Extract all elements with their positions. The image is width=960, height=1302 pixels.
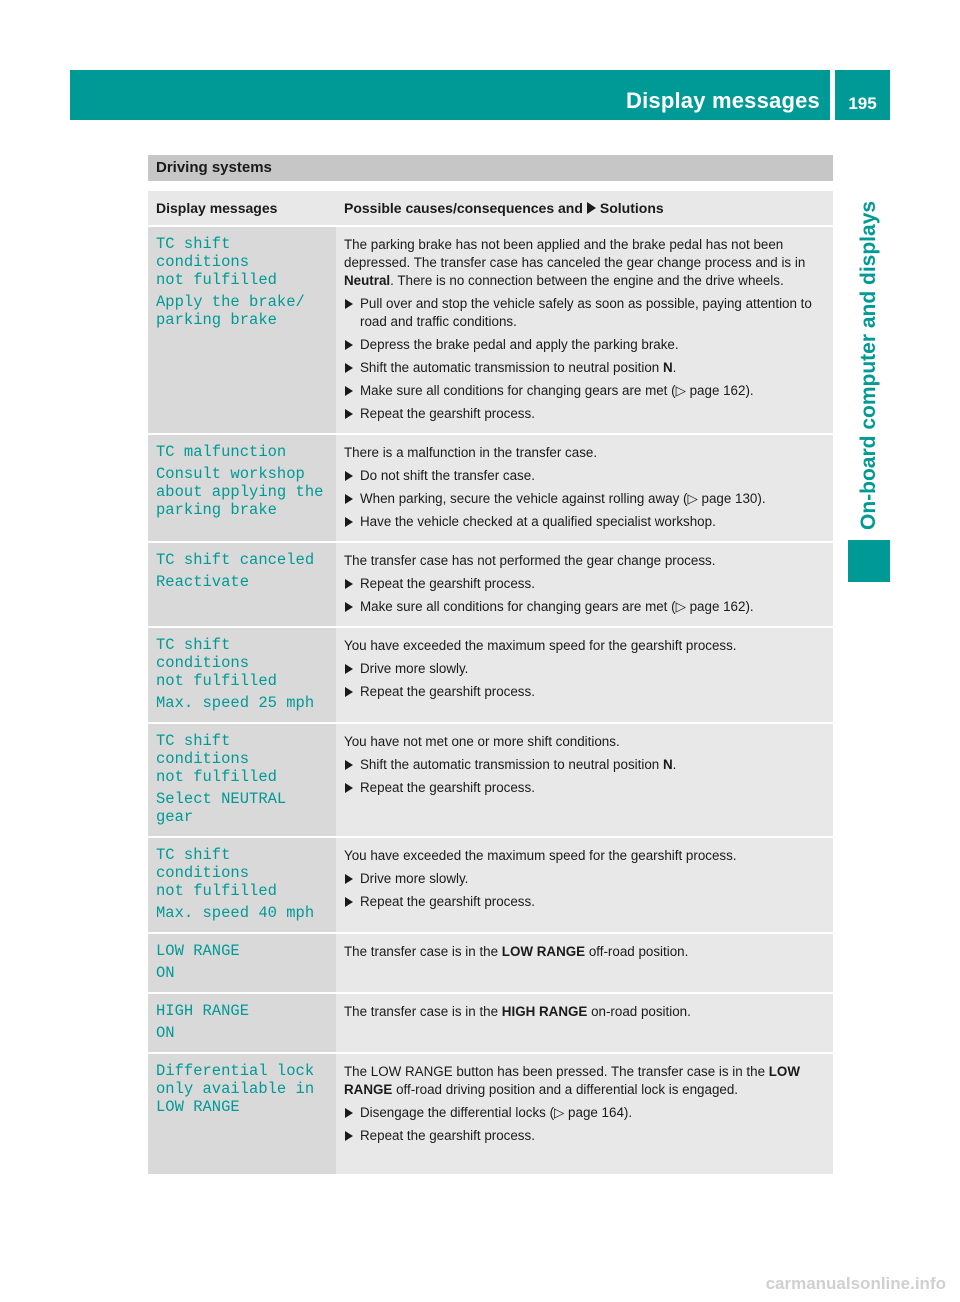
solution-cell xyxy=(336,934,833,992)
emphasis-text: HIGH RANGE xyxy=(501,1004,588,1019)
display-message-text: TC shift conditions not fulfilled xyxy=(156,235,277,289)
solution-step xyxy=(344,382,827,400)
cause-description xyxy=(344,1063,827,1099)
display-message-text: Consult workshop about applying the parking brake xyxy=(156,465,324,519)
solution-step xyxy=(344,295,827,331)
step-text: Shift the automatic transmission to neutral position N. xyxy=(360,360,677,375)
table-body xyxy=(148,227,833,1176)
description-text: The transfer case has not performed the gear change process. xyxy=(344,553,716,568)
message-cell xyxy=(148,628,336,722)
display-message-text: HIGH RANGE xyxy=(156,1002,250,1020)
section-title: Driving systems xyxy=(148,155,833,181)
table-row xyxy=(148,543,833,628)
description-text: The parking brake has not been applied and the brake pedal has not been depressed. The transfer case has canceled the gear change process and is in xyxy=(344,237,806,270)
display-message-text: TC shift conditions not fulfilled xyxy=(156,732,277,786)
solution-step xyxy=(344,467,827,485)
solution-step xyxy=(344,575,827,593)
step-text: Drive more slowly. xyxy=(360,871,469,886)
solution-step xyxy=(344,336,827,354)
step-text: Depress the brake pedal and apply the parking brake. xyxy=(360,337,679,352)
description-text: The LOW RANGE button has been pressed. The transfer case is in the xyxy=(344,1064,769,1079)
step-arrow-icon xyxy=(345,494,353,504)
watermark: carmanualsonline.info xyxy=(765,1274,946,1293)
display-message-text: Max. speed 40 mph xyxy=(156,904,315,922)
side-tab-marker xyxy=(848,540,890,582)
step-text: Repeat the gearshift process. xyxy=(360,780,535,795)
step-text: When parking, secure the vehicle against rolling away (▷ page 130). xyxy=(360,491,766,506)
step-text: Repeat the gearshift process. xyxy=(360,684,535,699)
display-message-text: Reactivate xyxy=(156,573,250,591)
solution-step xyxy=(344,893,827,911)
table-row xyxy=(148,435,833,543)
step-arrow-icon xyxy=(345,687,353,697)
solution-step xyxy=(344,683,827,701)
display-message-text: TC shift conditions not fulfilled xyxy=(156,846,277,900)
step-arrow-icon xyxy=(345,517,353,527)
step-arrow-icon xyxy=(345,783,353,793)
solution-cell xyxy=(336,435,833,541)
message-cell xyxy=(148,838,336,932)
solution-step xyxy=(344,1127,827,1145)
cause-description xyxy=(344,637,827,655)
description-text: The transfer case is in the xyxy=(344,1004,502,1019)
step-text: Repeat the gearshift process. xyxy=(360,894,535,909)
table-header xyxy=(148,191,833,227)
description-text: . There is no connection between the engine and the drive wheels. xyxy=(390,273,784,288)
message-cell xyxy=(148,724,336,836)
solution-step xyxy=(344,660,827,678)
display-message-text: TC malfunction xyxy=(156,443,287,461)
emphasis-text: Neutral xyxy=(344,273,391,288)
step-arrow-icon xyxy=(345,602,353,612)
step-text: Shift the automatic transmission to neutral position N. xyxy=(360,757,677,772)
table-row xyxy=(148,994,833,1054)
table-row xyxy=(148,1054,833,1176)
solution-step xyxy=(344,359,827,377)
step-arrow-icon xyxy=(345,874,353,884)
display-message-text: ON xyxy=(156,964,175,982)
step-arrow-icon xyxy=(345,1108,353,1118)
col-header-causes xyxy=(336,191,833,225)
solution-step xyxy=(344,756,827,774)
solution-step xyxy=(344,1104,827,1122)
step-arrow-icon xyxy=(345,1131,353,1141)
description-text: The transfer case is in the xyxy=(344,944,502,959)
description-text: You have not met one or more shift conditions. xyxy=(344,734,620,749)
cause-description xyxy=(344,236,827,290)
step-arrow-icon xyxy=(345,579,353,589)
step-arrow-icon xyxy=(345,897,353,907)
col-header-messages: Display messages xyxy=(156,200,278,216)
solution-cell xyxy=(336,994,833,1052)
display-message-text: LOW RANGE xyxy=(156,942,240,960)
emphasis-text: LOW RANGE xyxy=(344,1064,800,1097)
arrow-right-icon xyxy=(587,202,596,214)
header-title: Display messages xyxy=(626,88,820,113)
step-arrow-icon xyxy=(345,363,353,373)
solution-step xyxy=(344,513,827,531)
description-text: off-road position. xyxy=(585,944,689,959)
step-text: Make sure all conditions for changing gears are met (▷ page 162). xyxy=(360,599,754,614)
step-arrow-icon xyxy=(345,471,353,481)
side-tab-label: On-board computer and displays xyxy=(857,200,880,530)
cause-description xyxy=(344,1003,827,1021)
description-text: You have exceeded the maximum speed for the gearshift process. xyxy=(344,848,737,863)
description-text: on-road position. xyxy=(587,1004,691,1019)
message-cell xyxy=(148,543,336,626)
solution-cell xyxy=(336,838,833,932)
message-cell xyxy=(148,994,336,1052)
table-row xyxy=(148,838,833,934)
col-header-solutions-text: Solutions xyxy=(599,200,664,216)
solution-step xyxy=(344,598,827,616)
page-header xyxy=(70,70,830,120)
table-row xyxy=(148,227,833,435)
solution-cell xyxy=(336,1054,833,1174)
description-text: off-road driving position and a differential lock is engaged. xyxy=(392,1082,739,1097)
solution-step xyxy=(344,490,827,508)
step-text: Repeat the gearshift process. xyxy=(360,576,535,591)
col-header-causes-text: Possible causes/consequences and xyxy=(344,200,583,216)
display-message-text: Max. speed 25 mph xyxy=(156,694,315,712)
step-text: Pull over and stop the vehicle safely as soon as possible, paying attention to road and traffic conditions. xyxy=(360,296,812,329)
step-text: Repeat the gearshift process. xyxy=(360,406,535,421)
step-arrow-icon xyxy=(345,664,353,674)
step-arrow-icon xyxy=(345,409,353,419)
cause-description xyxy=(344,943,827,961)
step-text: Drive more slowly. xyxy=(360,661,469,676)
emphasis-text: LOW RANGE xyxy=(501,944,586,959)
display-message-text: Select NEUTRAL gear xyxy=(156,790,287,826)
solution-step xyxy=(344,870,827,888)
table-row xyxy=(148,934,833,994)
step-text: Make sure all conditions for changing gears are met (▷ page 162). xyxy=(360,383,754,398)
step-arrow-icon xyxy=(345,760,353,770)
display-messages-table xyxy=(148,155,833,1176)
display-message-text: Apply the brake/ parking brake xyxy=(156,293,305,329)
table-row xyxy=(148,724,833,838)
step-text: Disengage the differential locks (▷ page 164). xyxy=(360,1105,633,1120)
display-message-text: ON xyxy=(156,1024,175,1042)
step-arrow-icon xyxy=(345,299,353,309)
message-cell xyxy=(148,1054,336,1174)
message-cell xyxy=(148,934,336,992)
solution-cell xyxy=(336,543,833,626)
message-cell xyxy=(148,435,336,541)
table-row xyxy=(148,628,833,724)
description-text: There is a malfunction in the transfer case. xyxy=(344,445,598,460)
cause-description xyxy=(344,444,827,462)
step-arrow-icon xyxy=(345,340,353,350)
description-text: You have exceeded the maximum speed for the gearshift process. xyxy=(344,638,737,653)
step-arrow-icon xyxy=(345,386,353,396)
solution-cell xyxy=(336,628,833,722)
cause-description xyxy=(344,552,827,570)
cause-description xyxy=(344,733,827,751)
page-number-box xyxy=(835,70,890,120)
step-text: Do not shift the transfer case. xyxy=(360,468,535,483)
solution-cell xyxy=(336,724,833,836)
display-message-text: TC shift canceled xyxy=(156,551,315,569)
cause-description xyxy=(344,847,827,865)
solution-cell xyxy=(336,227,833,433)
solution-step xyxy=(344,779,827,797)
page-number: 195 xyxy=(848,94,877,113)
display-message-text: Differential lock only available in LOW RANGE xyxy=(156,1062,315,1116)
message-cell xyxy=(148,227,336,433)
step-text: Have the vehicle checked at a qualified specialist workshop. xyxy=(360,514,716,529)
display-message-text: TC shift conditions not fulfilled xyxy=(156,636,277,690)
solution-step xyxy=(344,405,827,423)
step-text: Repeat the gearshift process. xyxy=(360,1128,535,1143)
